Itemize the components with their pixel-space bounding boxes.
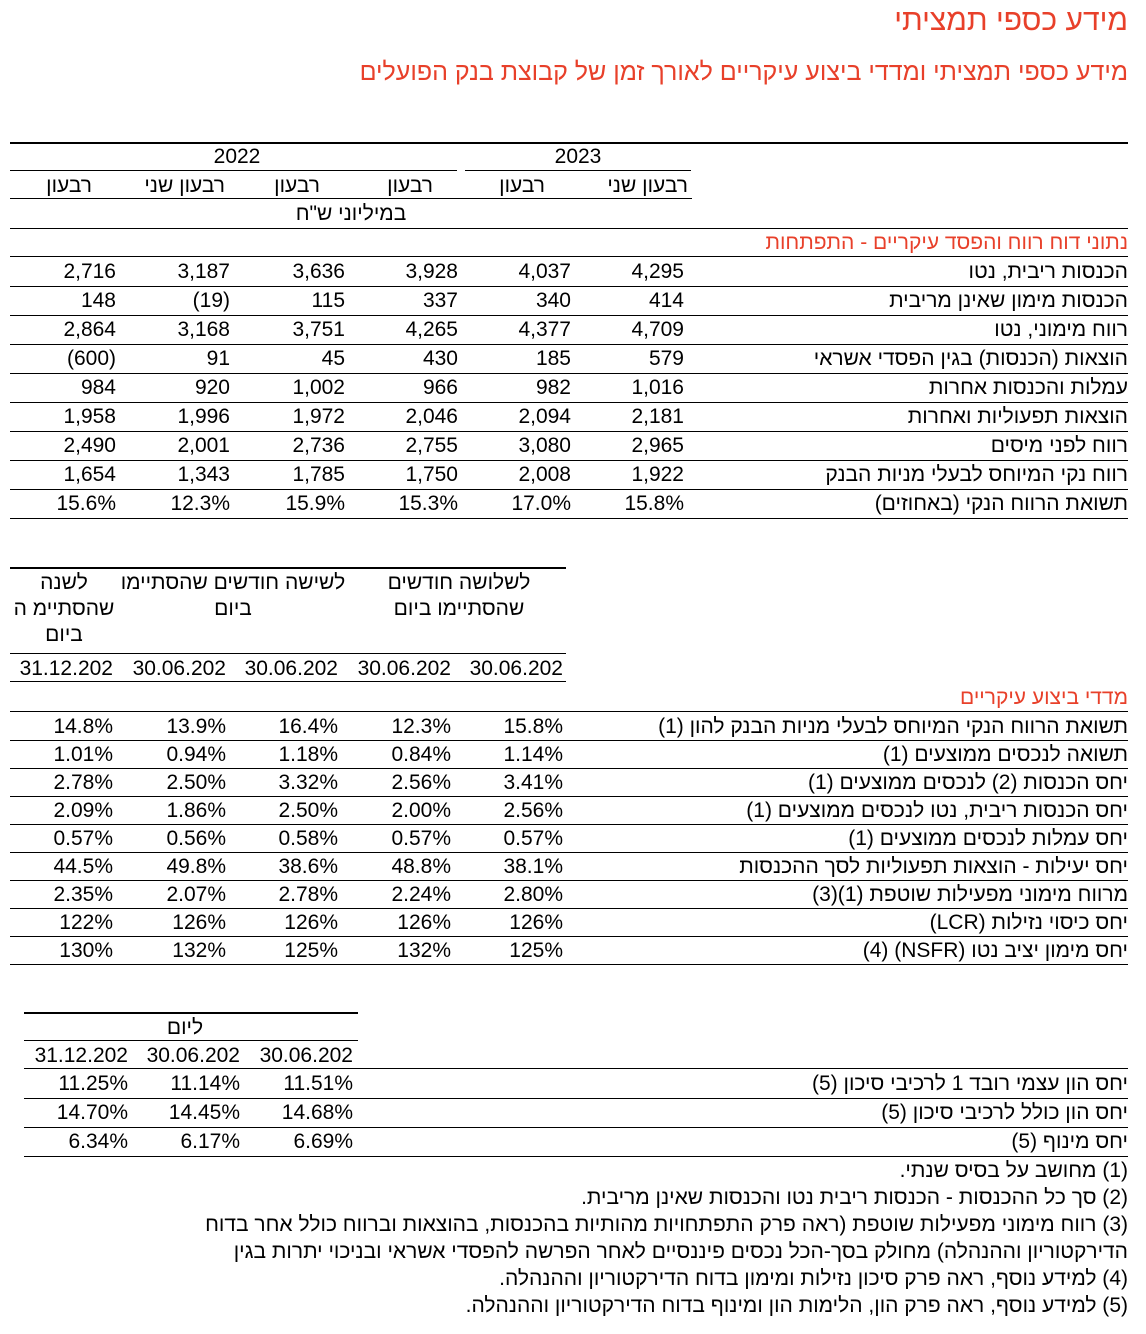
table-cell: 2.07% bbox=[166, 883, 226, 906]
table-cell: 2,965 bbox=[631, 434, 684, 457]
row-label: הכנסות ריבית, נטו bbox=[968, 260, 1128, 283]
table-cell: 2,736 bbox=[292, 434, 345, 457]
year-2022-header: 2022 bbox=[213, 145, 261, 168]
table-cell: (600) bbox=[66, 347, 116, 370]
date-header: 30.06.202 bbox=[357, 657, 451, 680]
table-cell: 4,037 bbox=[518, 260, 571, 283]
row-label: רווח לפני מיסים bbox=[990, 434, 1128, 457]
date-header: 30.06.202 bbox=[146, 1044, 240, 1067]
table-cell: 1,654 bbox=[63, 463, 116, 486]
table-cell: 2,864 bbox=[63, 318, 116, 341]
row-rule bbox=[10, 286, 1128, 287]
table-cell: 1,922 bbox=[631, 463, 684, 486]
table-cell: 126% bbox=[284, 911, 338, 934]
year-2023-header: 2023 bbox=[554, 145, 602, 168]
footnote: (5) למידע נוסף, ראה פרק הון, הלימות הון ומינוף בדוח הדירקטוריון וההנהלה. bbox=[465, 1294, 1128, 1317]
table-cell: 1,750 bbox=[405, 463, 458, 486]
table-cell: 11.25% bbox=[58, 1072, 128, 1095]
table-cell: 1,016 bbox=[631, 376, 684, 399]
table-cell: 12.3% bbox=[391, 715, 451, 738]
row-rule bbox=[10, 315, 1128, 316]
table-cell: 3,168 bbox=[177, 318, 230, 341]
row-label: רווח נקי המיוחס לבעלי מניות הבנק bbox=[825, 463, 1128, 486]
row-rule bbox=[10, 489, 1128, 490]
row-rule bbox=[24, 1127, 1128, 1128]
row-rule bbox=[10, 936, 1128, 937]
row-label: הוצאות (הכנסות) בגין הפסדי אשראי bbox=[813, 347, 1128, 370]
period-three-months: לשלושה חודשים שהסתיימו ביום bbox=[387, 571, 531, 620]
table-cell: 2.56% bbox=[391, 771, 451, 794]
table-cell: 2.50% bbox=[278, 799, 338, 822]
table-cell: 11.51% bbox=[283, 1072, 353, 1095]
table-cell: 2,755 bbox=[405, 434, 458, 457]
row-label: הכנסות מימון שאינן מריבית bbox=[889, 289, 1128, 312]
table-cell: 2.24% bbox=[391, 883, 451, 906]
table-cell: 6.34% bbox=[68, 1130, 128, 1153]
table-cell: 130% bbox=[59, 939, 113, 962]
row-rule bbox=[10, 880, 1128, 881]
table-cell: 3,080 bbox=[518, 434, 571, 457]
table-cell: 2,001 bbox=[177, 434, 230, 457]
table-cell: 148 bbox=[80, 289, 116, 312]
section2-rule bbox=[10, 711, 1128, 712]
row-rule bbox=[10, 373, 1128, 374]
table-cell: 0.57% bbox=[53, 827, 113, 850]
table-cell: 2.09% bbox=[53, 799, 113, 822]
section-kpis: מדדי ביצוע עיקריים bbox=[960, 686, 1128, 709]
table-cell: 14.70% bbox=[56, 1101, 128, 1124]
table-cell: 1.86% bbox=[166, 799, 226, 822]
table-cell: 0.84% bbox=[391, 743, 451, 766]
table-cell: 0.58% bbox=[278, 827, 338, 850]
date-header: 31.12.202 bbox=[19, 657, 113, 680]
date-header: 30.06.202 bbox=[259, 1044, 353, 1067]
row-label: יחס יעילות - הוצאות תפעוליות לסך ההכנסות bbox=[739, 855, 1128, 878]
table-cell: 966 bbox=[422, 376, 458, 399]
footnote: (4) למידע נוסף, ראה פרק סיכון נזילות ומימון בדוח הדירקטוריון וההנהלה. bbox=[499, 1267, 1128, 1290]
table-cell: 132% bbox=[397, 939, 451, 962]
row-rule bbox=[24, 1156, 1128, 1157]
table-cell: 2.35% bbox=[53, 883, 113, 906]
row-label: יחס הכנסות ריבית, נטו לנכסים ממוצעים (1) bbox=[746, 799, 1128, 822]
quarter-header: רבעון bbox=[46, 174, 92, 197]
row-label: הוצאות תפעוליות ואחרות bbox=[907, 405, 1128, 428]
table-cell: 1,002 bbox=[292, 376, 345, 399]
table-cell: 0.57% bbox=[503, 827, 563, 850]
table-cell: 6.17% bbox=[180, 1130, 240, 1153]
date-header: 31.12.202 bbox=[34, 1044, 128, 1067]
table-cell: (19) bbox=[192, 289, 230, 312]
table-cell: 2,181 bbox=[631, 405, 684, 428]
row-label: יחס מינוף (5) bbox=[1011, 1130, 1128, 1153]
table-cell: 2.78% bbox=[278, 883, 338, 906]
table-cell: 49.8% bbox=[166, 855, 226, 878]
row-label: יחס כיסוי נזילות (LCR) bbox=[929, 911, 1128, 934]
row-rule bbox=[10, 964, 1128, 965]
period-header-rule bbox=[10, 653, 566, 654]
table-cell: 2,490 bbox=[63, 434, 116, 457]
table-cell: 430 bbox=[422, 347, 458, 370]
table-cell: 3,751 bbox=[292, 318, 345, 341]
table-cell: 3.32% bbox=[278, 771, 338, 794]
table-cell: 15.8% bbox=[624, 492, 684, 515]
row-rule bbox=[10, 460, 1128, 461]
table3-period-rule bbox=[24, 1040, 358, 1041]
table-cell: 2,716 bbox=[63, 260, 116, 283]
table2-top-rule bbox=[10, 567, 566, 569]
table-cell: 4,265 bbox=[405, 318, 458, 341]
row-label: יחס עמלות לנכסים ממוצעים (1) bbox=[848, 827, 1128, 850]
table-cell: 126% bbox=[397, 911, 451, 934]
table-cell: 132% bbox=[172, 939, 226, 962]
page-subtitle: מידע כספי תמציתי ומדדי ביצוע עיקריים לאורך זמן של קבוצת בנק הפועלים bbox=[359, 58, 1128, 86]
table-cell: 125% bbox=[284, 939, 338, 962]
period-year: לשנה שהסתיימ ה ביום bbox=[13, 571, 115, 646]
quarter-header: רבעון שני bbox=[144, 174, 225, 197]
date-header: 30.06.202 bbox=[244, 657, 338, 680]
row-label: יחס הון כולל לרכיבי סיכון (5) bbox=[881, 1101, 1128, 1124]
row-rule bbox=[10, 824, 1128, 825]
row-rule bbox=[10, 852, 1128, 853]
table-cell: 0.57% bbox=[391, 827, 451, 850]
table3-date-rule bbox=[24, 1068, 1128, 1069]
table-cell: 2,008 bbox=[518, 463, 571, 486]
units-rule bbox=[10, 228, 1128, 229]
table-cell: 4,709 bbox=[631, 318, 684, 341]
table-cell: 12.3% bbox=[170, 492, 230, 515]
table-cell: 45 bbox=[321, 347, 345, 370]
table-cell: 4,295 bbox=[631, 260, 684, 283]
table-cell: 0.94% bbox=[166, 743, 226, 766]
table-cell: 14.8% bbox=[53, 715, 113, 738]
table-cell: 1.14% bbox=[503, 743, 563, 766]
row-rule bbox=[10, 402, 1128, 403]
table-cell: 4,377 bbox=[518, 318, 571, 341]
row-rule bbox=[10, 431, 1128, 432]
table-cell: 0.56% bbox=[166, 827, 226, 850]
date-header: 30.06.202 bbox=[469, 657, 563, 680]
page-title: מידע כספי תמציתי bbox=[894, 4, 1128, 37]
year-2022-rule bbox=[10, 170, 457, 171]
table-cell: 3,187 bbox=[177, 260, 230, 283]
table-cell: 44.5% bbox=[53, 855, 113, 878]
table-cell: 91 bbox=[206, 347, 230, 370]
quarter-header: רבעון שני bbox=[607, 174, 688, 197]
quarter-header: רבעון bbox=[499, 174, 545, 197]
row-label: רווח מימוני, נטו bbox=[994, 318, 1128, 341]
table-cell: 48.8% bbox=[391, 855, 451, 878]
row-label: תשואת הרווח הנקי המיוחס לבעלי מניות הבנק להון (1) bbox=[658, 715, 1128, 738]
table-cell: 2.00% bbox=[391, 799, 451, 822]
table-cell: 11.14% bbox=[170, 1072, 240, 1095]
row-rule bbox=[10, 796, 1128, 797]
table-cell: 1,996 bbox=[177, 405, 230, 428]
table-cell: 2.56% bbox=[503, 799, 563, 822]
table-cell: 2.50% bbox=[166, 771, 226, 794]
table-cell: 13.9% bbox=[166, 715, 226, 738]
table-cell: 38.6% bbox=[278, 855, 338, 878]
table-cell: 185 bbox=[535, 347, 571, 370]
section1-rule bbox=[10, 256, 1128, 257]
table-cell: 14.68% bbox=[281, 1101, 353, 1124]
table-cell: 115 bbox=[311, 289, 345, 312]
table-cell: 1,785 bbox=[292, 463, 345, 486]
row-rule bbox=[10, 740, 1128, 741]
row-rule bbox=[10, 768, 1128, 769]
table3-top-rule bbox=[24, 1012, 358, 1014]
footnote: (1) מחושב על בסיס שנתי. bbox=[899, 1159, 1128, 1182]
units-label: במיליוני ש"ח bbox=[295, 202, 407, 225]
table-cell: 2.78% bbox=[53, 771, 113, 794]
row-label: תשואת הרווח הנקי (באחוזים) bbox=[874, 492, 1128, 515]
table-cell: 3,636 bbox=[292, 260, 345, 283]
table-cell: 126% bbox=[172, 911, 226, 934]
table-cell: 340 bbox=[535, 289, 571, 312]
footnote: (3) רווח מימוני מפעילות שוטפת (ראה פרק התפתחויות מהותיות בהכנסות, בהוצאות וברווח כולל אחר בדוח bbox=[205, 1213, 1128, 1236]
table-cell: 15.3% bbox=[398, 492, 458, 515]
row-label: תשואה לנכסים ממוצעים (1) bbox=[882, 743, 1128, 766]
row-label: עמלות והכנסות אחרות bbox=[928, 376, 1128, 399]
table-cell: 126% bbox=[509, 911, 563, 934]
table-cell: 6.69% bbox=[293, 1130, 353, 1153]
table-cell: 1.01% bbox=[53, 743, 113, 766]
table-cell: 3,928 bbox=[405, 260, 458, 283]
row-label: יחס הון עצמי רובד 1 לרכיבי סיכון (5) bbox=[811, 1072, 1128, 1095]
row-label: יחס הכנסות (2) לנכסים ממוצעים (1) bbox=[807, 771, 1128, 794]
table-cell: 1,343 bbox=[177, 463, 230, 486]
table-cell: 3.41% bbox=[503, 771, 563, 794]
table-cell: 414 bbox=[648, 289, 684, 312]
footnote: (2) סך כל ההכנסות - הכנסות ריבית נטו והכנסות שאינן מריבית. bbox=[581, 1186, 1128, 1209]
table-cell: 14.45% bbox=[168, 1101, 240, 1124]
table-cell: 125% bbox=[509, 939, 563, 962]
table-cell: 15.8% bbox=[503, 715, 563, 738]
row-rule bbox=[24, 1098, 1128, 1099]
table-cell: 17.0% bbox=[511, 492, 571, 515]
table-cell: 122% bbox=[59, 911, 113, 934]
quarter-header: רבעון bbox=[274, 174, 320, 197]
date-header-rule bbox=[10, 681, 566, 682]
date-header: 30.06.202 bbox=[132, 657, 226, 680]
table-cell: 15.9% bbox=[285, 492, 345, 515]
table-cell: 15.6% bbox=[56, 492, 116, 515]
quarter-header-rule bbox=[10, 198, 692, 199]
row-rule bbox=[10, 908, 1128, 909]
period-as-of: ליום bbox=[166, 1016, 204, 1039]
table-cell: 1.18% bbox=[278, 743, 338, 766]
table-cell: 2.80% bbox=[503, 883, 563, 906]
table-cell: 920 bbox=[194, 376, 230, 399]
quarter-header: רבעון bbox=[387, 174, 433, 197]
footnote: הדירקטוריון וההנהלה) מחולק בסך-הכל נכסים פיננסיים לאחר הפרשה להפסדי אשראי ובניכוי יתרות בגין bbox=[233, 1240, 1128, 1263]
year-2023-rule bbox=[465, 170, 691, 171]
table-cell: 982 bbox=[535, 376, 571, 399]
section-income-statement: נתוני דוח רווח והפסד עיקריים - התפתחות bbox=[765, 231, 1128, 254]
table-cell: 337 bbox=[422, 289, 458, 312]
row-label: יחס מימון יציב נטו (NSFR) (4) bbox=[862, 939, 1128, 962]
table-cell: 2,046 bbox=[405, 405, 458, 428]
table-cell: 1,972 bbox=[292, 405, 345, 428]
table-cell: 984 bbox=[80, 376, 116, 399]
table-cell: 2,094 bbox=[518, 405, 571, 428]
row-rule bbox=[10, 344, 1128, 345]
table-cell: 579 bbox=[648, 347, 684, 370]
table-cell: 38.1% bbox=[503, 855, 563, 878]
table-cell: 1,958 bbox=[63, 405, 116, 428]
table-cell: 16.4% bbox=[278, 715, 338, 738]
period-six-months: לשישה חודשים שהסתיימו ביום bbox=[120, 571, 346, 620]
row-label: מרווח מימוני מפעילות שוטפת (1)(3) bbox=[812, 883, 1128, 906]
row-rule bbox=[10, 518, 1128, 519]
